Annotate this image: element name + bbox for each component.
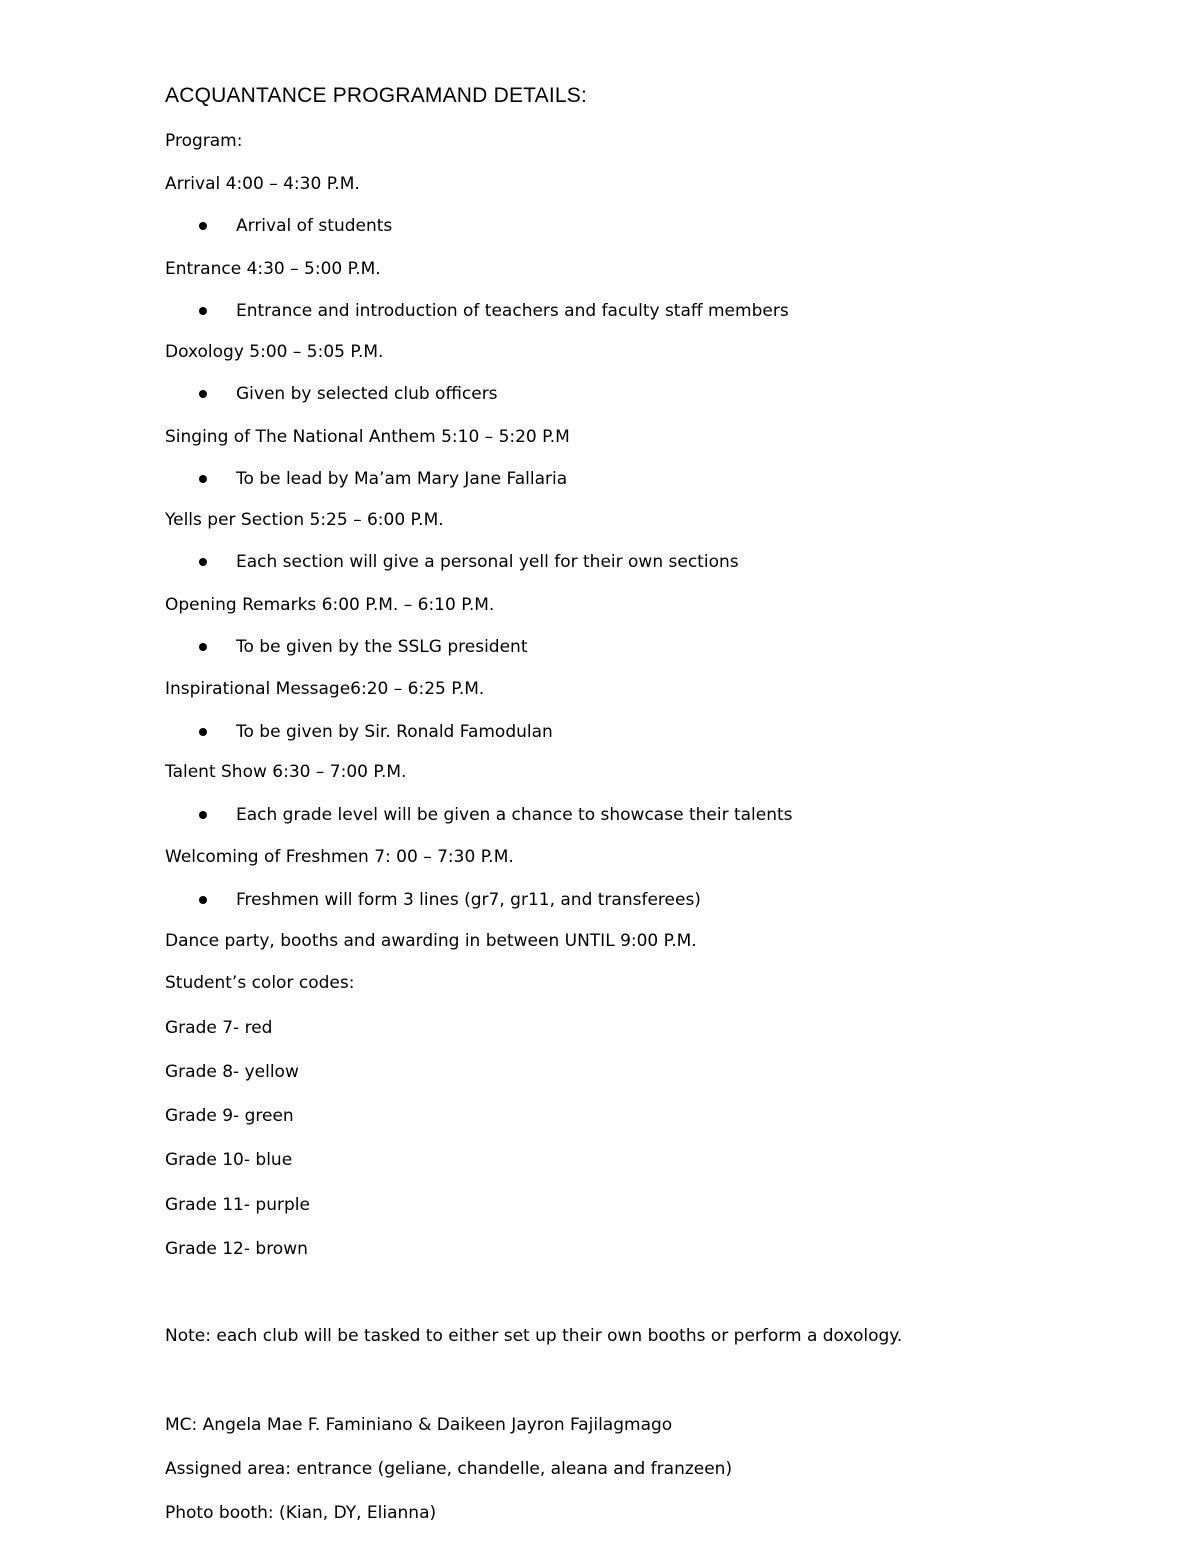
schedule-heading-opening-remarks: Opening Remarks 6:00 P.M. – 6:10 P.M. [165, 595, 495, 615]
bullet-icon [199, 222, 207, 230]
assigned-area-line: Assigned area: entrance (geliane, chandelle, aleana and franzeen) [165, 1459, 733, 1479]
schedule-bullet-talent-show: Each grade level will be given a chance to showcase their talents [236, 805, 793, 825]
note-text: Note: each club will be tasked to either set up their own booths or perform a doxology. [165, 1326, 903, 1346]
bullet-icon [199, 475, 207, 483]
schedule-heading-doxology: Doxology 5:00 – 5:05 P.M. [165, 342, 384, 362]
document-title: ACQUANTANCE PROGRAMAND DETAILS: [165, 84, 587, 107]
schedule-bullet-yells: Each section will give a personal yell for their own sections [236, 552, 739, 572]
schedule-heading-anthem: Singing of The National Anthem 5:10 – 5:20 P.M [165, 427, 570, 447]
color-code-grade-10: Grade 10- blue [165, 1150, 293, 1170]
bullet-icon [199, 558, 207, 566]
photo-booth-line: Photo booth: (Kian, DY, Elianna) [165, 1503, 437, 1523]
color-code-grade-7: Grade 7- red [165, 1018, 273, 1038]
color-code-grade-9: Grade 9- green [165, 1106, 294, 1126]
dance-party-line: Dance party, booths and awarding in between UNTIL 9:00 P.M. [165, 931, 697, 951]
color-code-grade-12: Grade 12- brown [165, 1239, 308, 1259]
bullet-icon [199, 307, 207, 315]
schedule-bullet-entrance: Entrance and introduction of teachers and faculty staff members [236, 301, 789, 321]
schedule-heading-freshmen: Welcoming of Freshmen 7: 00 – 7:30 P.M. [165, 847, 514, 867]
color-codes-label: Student’s color codes: [165, 973, 355, 993]
bullet-icon [199, 811, 207, 819]
schedule-bullet-doxology: Given by selected club officers [236, 384, 498, 404]
schedule-bullet-inspirational: To be given by Sir. Ronald Famodulan [236, 722, 553, 742]
color-code-grade-8: Grade 8- yellow [165, 1062, 299, 1082]
schedule-bullet-arrival: Arrival of students [236, 216, 393, 236]
schedule-heading-yells: Yells per Section 5:25 – 6:00 P.M. [165, 510, 444, 530]
color-code-grade-11: Grade 11- purple [165, 1195, 310, 1215]
schedule-heading-arrival: Arrival 4:00 – 4:30 P.M. [165, 174, 360, 194]
schedule-bullet-anthem: To be lead by Ma’am Mary Jane Fallaria [236, 469, 568, 489]
schedule-heading-entrance: Entrance 4:30 – 5:00 P.M. [165, 259, 381, 279]
mc-line: MC: Angela Mae F. Faminiano & Daikeen Jayron Fajilagmago [165, 1415, 673, 1435]
schedule-heading-talent-show: Talent Show 6:30 – 7:00 P.M. [165, 762, 407, 782]
program-label: Program: [165, 131, 243, 151]
schedule-bullet-freshmen: Freshmen will form 3 lines (gr7, gr11, and transferees) [236, 890, 701, 910]
bullet-icon [199, 643, 207, 651]
bullet-icon [199, 728, 207, 736]
bullet-icon [199, 896, 207, 904]
schedule-bullet-opening-remarks: To be given by the SSLG president [236, 637, 528, 657]
bullet-icon [199, 390, 207, 398]
schedule-heading-inspirational: Inspirational Message6:20 – 6:25 P.M. [165, 679, 485, 699]
